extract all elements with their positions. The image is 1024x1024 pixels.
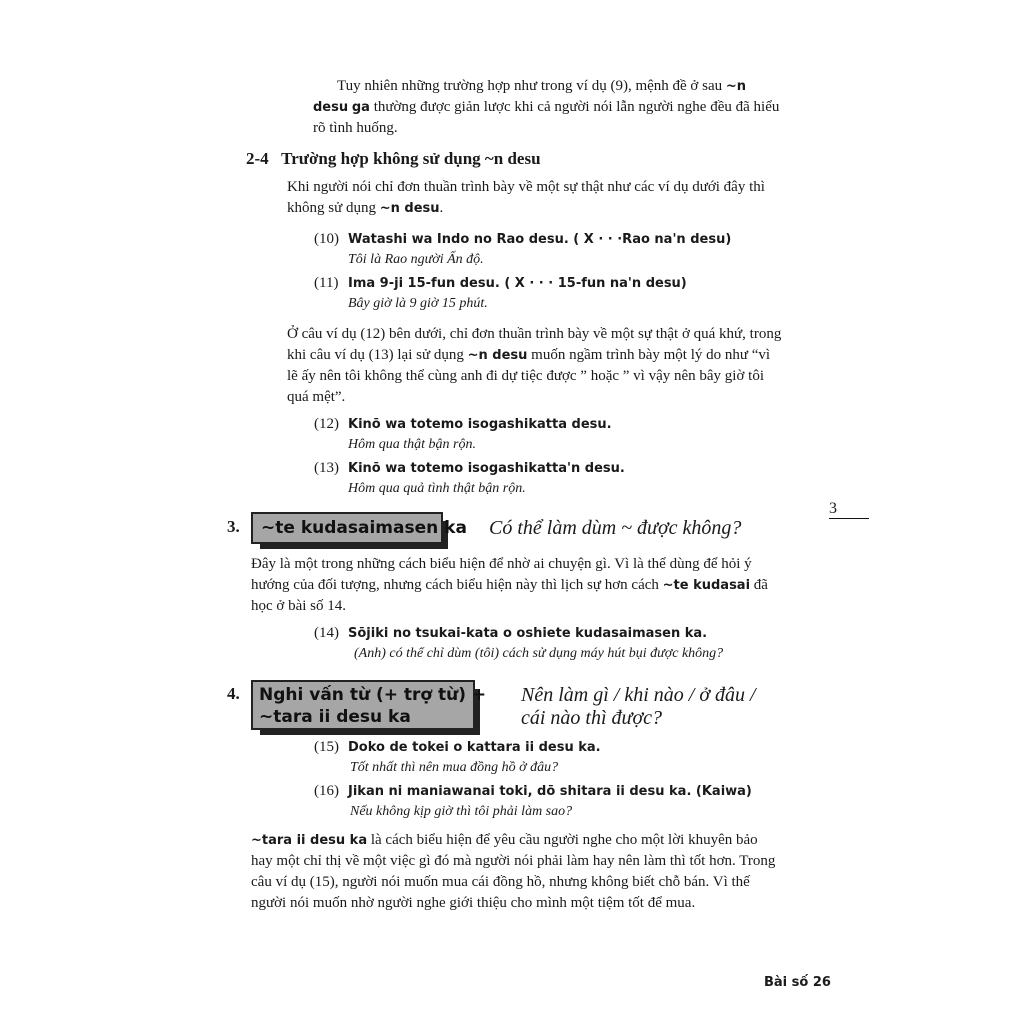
section-3-paragraph — [251, 554, 783, 617]
section-2-4-paragraph-2 — [287, 324, 783, 408]
para-bold: ~n desu — [467, 348, 528, 363]
example-japanese: Sōjiki no tsukai-kata o oshiete kudasaimasen ka. — [348, 626, 708, 641]
intro-text: Tuy nhiên những trường hợp như trong ví dụ (9), mệnh đề ở sau — [337, 78, 726, 94]
example-japanese: Ima 9-ji 15-fun desu. ( X · · · 15-fun na'n desu) — [348, 276, 687, 291]
para-text: Ở câu ví dụ (12) bên dưới, chỉ đơn thuần trình bày về một sự thật ở quá khứ, trong khi câu ví dụ (13) lại sử dụng — [287, 326, 782, 363]
example-translation: Tốt nhất thì nên mua đồng hồ ở đâu? — [350, 760, 559, 775]
example-japanese: Kinō wa totemo isogashikatta desu. — [348, 417, 612, 432]
section-number: 2-4 — [246, 149, 269, 168]
example-15 — [314, 737, 601, 778]
example-japanese: Watashi wa Indo no Rao desu. ( X · · ·Rao na'n desu) — [348, 232, 732, 247]
section-4-meaning-line2: cái nào thì được? — [521, 707, 663, 729]
example-number: (15) — [314, 739, 339, 755]
section-3-title-box — [251, 512, 467, 544]
section-4-title-line1: Nghi vấn từ (+ trợ từ) + — [259, 685, 487, 705]
example-japanese: Jikan ni maniawanai toki, dō shitara ii desu ka. (Kaiwa) — [348, 784, 752, 799]
section-3-title: ~te kudasaimasen ka — [261, 518, 467, 538]
example-translation: Nếu không kịp giờ thì tôi phải làm sao? — [350, 804, 573, 819]
section-4-paragraph — [251, 830, 783, 914]
example-11 — [314, 273, 687, 314]
section-4-meaning-line1: Nên làm gì / khi nào / ở đâu / — [521, 684, 756, 706]
section-2-4-paragraph — [287, 177, 783, 219]
example-12 — [314, 414, 612, 455]
example-number: (16) — [314, 783, 339, 799]
para-bold: ~tara ii desu ka — [251, 833, 368, 848]
example-13 — [314, 458, 625, 499]
intro-bold-term: ~n desu — [313, 79, 747, 115]
section-3-meaning: Có thể làm dùm ~ được không? — [489, 517, 742, 539]
example-16 — [314, 781, 752, 822]
section-title: Trường hợp không sử dụng ~n desu — [281, 149, 541, 168]
section-3-number: 3. — [227, 517, 240, 536]
intro-bold-ga: ga — [351, 100, 370, 115]
example-number: (14) — [314, 625, 339, 641]
para-text-after: đã học ở bài số 14. — [251, 577, 768, 614]
para-bold: ~n desu — [379, 201, 440, 216]
chapter-tab: 3 — [829, 500, 869, 519]
section-4-number: 4. — [227, 684, 240, 703]
example-number: (13) — [314, 460, 339, 476]
para-text-after: muốn ngầm trình bày một lý do như “vì lẽ ấy nên tôi không thể cùng anh đi dự tiệc được ” hoặc ” vì vậy nên bây giờ tôi quá mệt”. — [287, 347, 771, 405]
para-text-after: là cách biểu hiện để yêu cầu người nghe cho một lời khuyên bảo hay một chỉ thị về một việc gì đó mà người nói phải làm hay nên làm thì tốt hơn. Trong câu ví dụ (15), người nói muốn mua cái đồng hồ, nhưng không biết chỗ bán. Vì thế người nói muốn nhờ người nghe giới thiệu cho mình một tiệm tốt để mua. — [251, 832, 776, 911]
example-translation: (Anh) có thể chỉ dùm (tôi) cách sử dụng máy hút bụi được không? — [354, 646, 724, 661]
example-10 — [314, 229, 731, 270]
example-number: (10) — [314, 231, 339, 247]
para-text: Đây là một trong những cách biểu hiện để nhờ ai chuyện gì. Vì là thể dùng để hỏi ý hướng của đối tượng, nhưng cách biểu hiện này thì lịch sự hơn cách — [251, 556, 752, 593]
intro-text-after: thường được giản lược khi cả người nói lẫn người nghe đều đã hiểu rõ tình huống. — [313, 99, 780, 136]
para-text-after: . — [439, 200, 444, 216]
section-4-meaning — [521, 684, 756, 730]
example-translation: Bây giờ là 9 giờ 15 phút. — [348, 296, 488, 311]
example-translation: Tôi là Rao người Ấn độ. — [348, 252, 484, 267]
para-bold: ~te kudasai — [662, 578, 751, 593]
example-number: (12) — [314, 416, 339, 432]
para-text: Khi người nói chỉ đơn thuần trình bày về một sự thật như các ví dụ dưới đây thì không sử dụng — [287, 179, 765, 216]
example-japanese: Kinō wa totemo isogashikatta'n desu. — [348, 461, 625, 476]
section-4-title-box — [251, 680, 487, 730]
example-translation: Hôm qua thật bận rộn. — [348, 437, 476, 452]
page-footer: Bài số 26 — [764, 975, 831, 990]
example-14 — [314, 623, 723, 664]
section-4-title-line2: ~tara ii desu ka — [259, 707, 411, 727]
section-2-4-heading — [246, 149, 541, 169]
example-translation: Hôm qua quả tình thật bận rộn. — [348, 481, 526, 496]
example-number: (11) — [314, 275, 339, 291]
example-japanese: Doko de tokei o kattara ii desu ka. — [348, 740, 601, 755]
intro-paragraph — [313, 76, 783, 139]
